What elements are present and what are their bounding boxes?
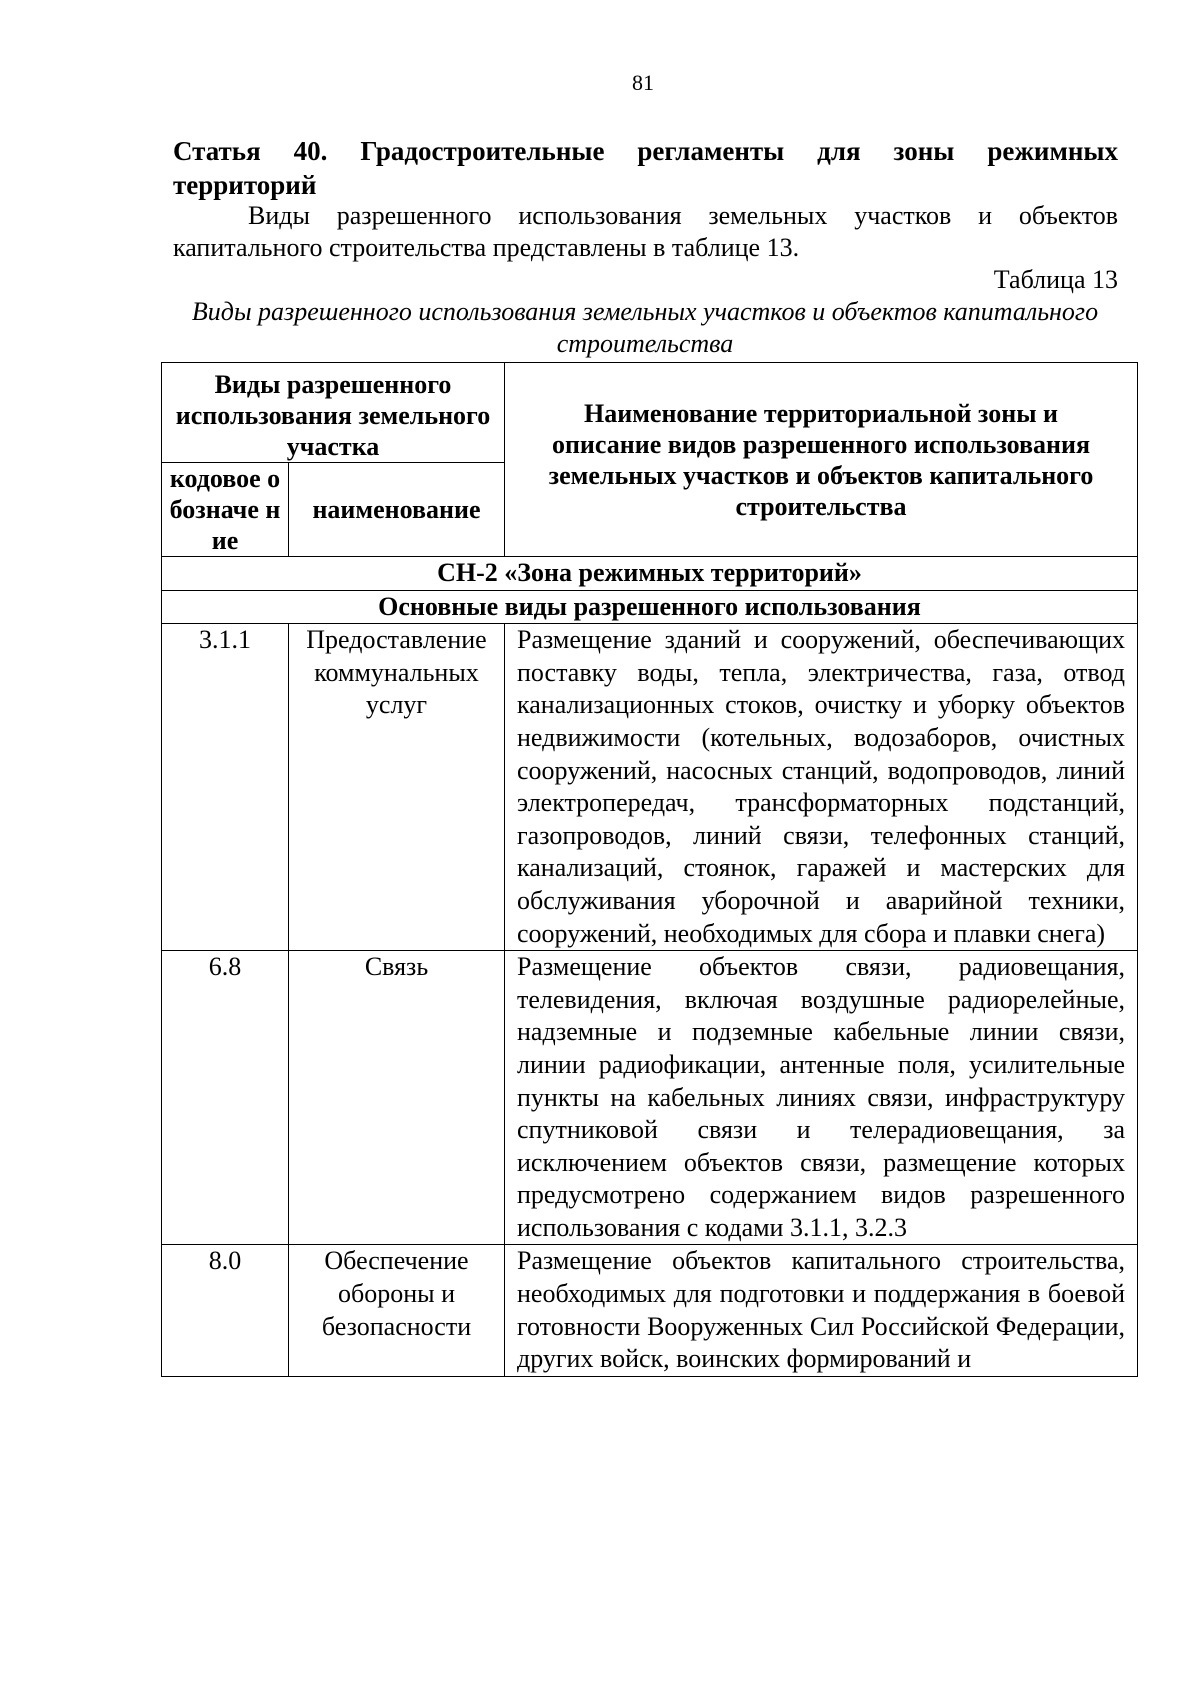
zone-title: СН-2 «Зона режимных территорий» xyxy=(162,557,1138,591)
intro-paragraph: Виды разрешенного использования земельных участков и объектов капитального строительства представлены в таблице 13. xyxy=(173,201,1118,262)
row-code: 6.8 xyxy=(162,951,289,1245)
row-description: Размещение объектов связи, радиовещания, телевидения, включая воздушные радиорелейные, надземные и подземные кабельные линии связи, линии радиофикации, антенные поля, усилительные пункты на кабельных линиях связи, инфраструктуру спутниковой связи и телерадиовещания, за исключением объектов связи, размещение которых предусмотрено содержанием видов разрешенного использования с кодами 3.1.1, 3.2.3 xyxy=(505,951,1138,1245)
header-name: наименование xyxy=(289,463,505,557)
table-label: Таблица 13 xyxy=(993,265,1118,294)
row-description: Размещение объектов капитального строительства, необходимых для подготовки и поддержания в боевой готовности Вооруженных Сил Российской Федерации, других войск, воинских формирований и xyxy=(505,1245,1138,1376)
table-row xyxy=(162,1245,1138,1376)
table-row xyxy=(162,624,1138,951)
row-code: 8.0 xyxy=(162,1245,289,1376)
section-title: Основные виды разрешенного использования xyxy=(162,590,1138,624)
row-name: Связь xyxy=(289,951,505,1245)
row-description: Размещение зданий и сооружений, обеспечивающих поставку воды, тепла, электричества, газа, отвод канализационных стоков, очистку и уборку объектов недвижимости (котельных, водозаборов, очистных сооружений, насосных станций, водопроводов, линий электропередач, трансформаторных подстанций, газопроводов, линий связи, телефонных станций, канализаций, стоянок, гаражей и мастерских для обслуживания уборочной и аварийной техники, сооружений, необходимых для сбора и плавки снега) xyxy=(505,624,1138,951)
page-number: 81 xyxy=(632,70,654,95)
row-code: 3.1.1 xyxy=(162,624,289,951)
table-caption: Виды разрешенного использования земельных участков и объектов капитального строительства xyxy=(191,297,1099,358)
header-permitted-use-group: Виды разрешенного использования земельного участка xyxy=(162,363,505,463)
header-code: кодовое обозначе ние xyxy=(162,463,289,557)
header-description: Наименование территориальной зоны и описание видов разрешенного использования земельных участков и объектов капитального строительства xyxy=(505,363,1138,557)
row-name: Предоставление коммунальных услуг xyxy=(289,624,505,951)
article-heading-continuation: территорий xyxy=(173,170,317,200)
table-row xyxy=(162,951,1138,1245)
row-name: Обеспечение обороны и безопасности xyxy=(289,1245,505,1376)
article-heading: Статья 40. Градостроительные регламенты для зоны режимных xyxy=(173,136,1118,166)
regulations-table xyxy=(161,362,1138,1377)
